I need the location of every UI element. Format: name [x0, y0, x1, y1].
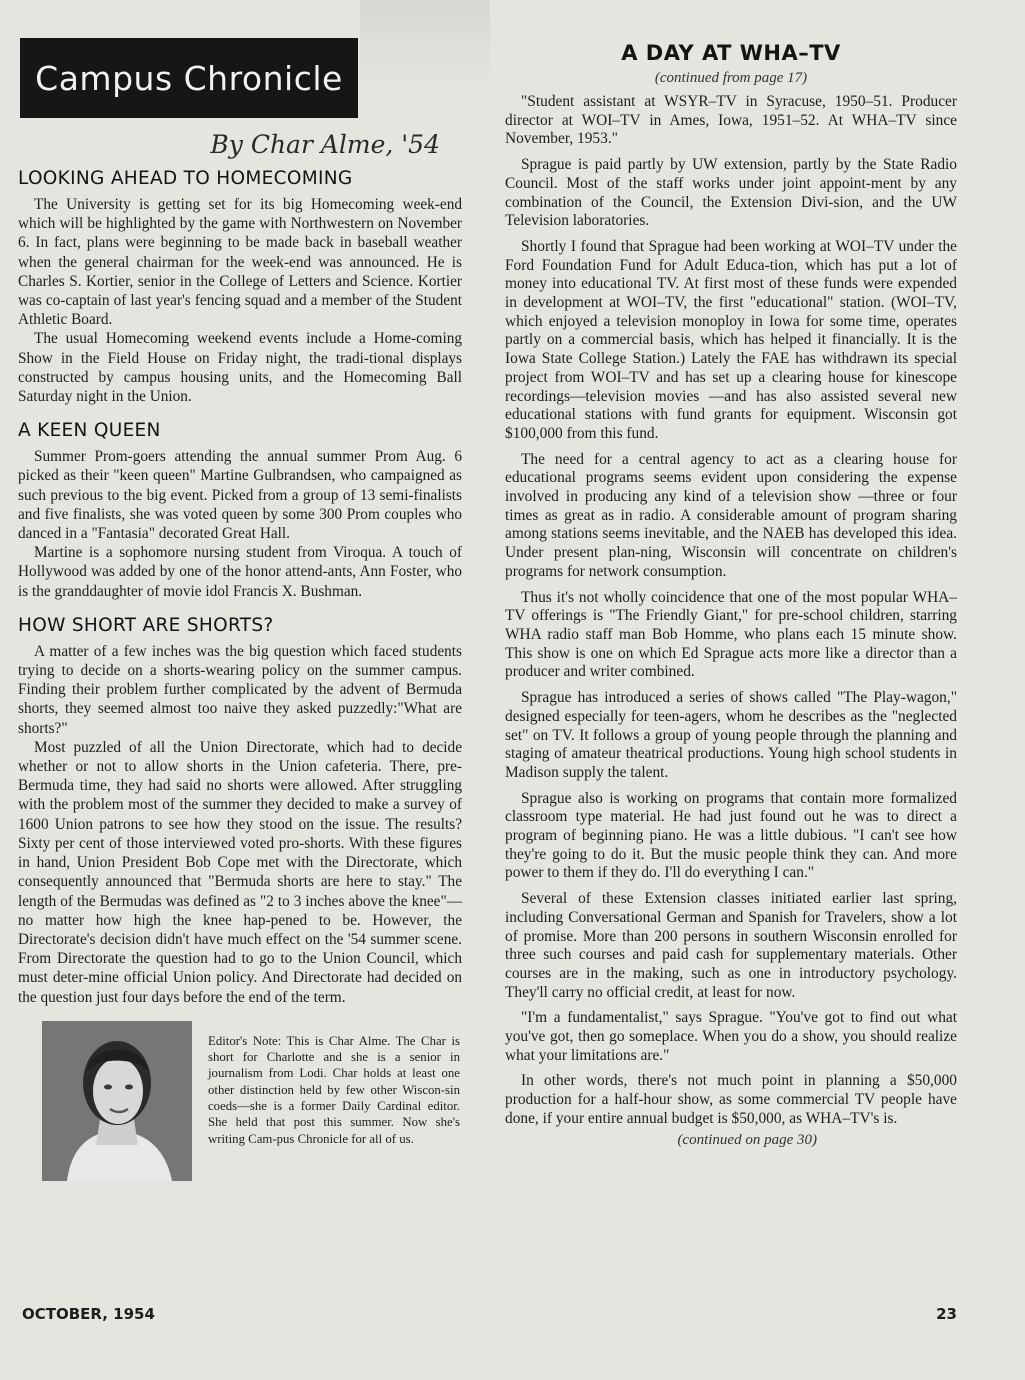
- issue-date: OCTOBER, 1954: [22, 1305, 155, 1323]
- paragraph: Several of these Extension classes initiated earlier last spring, including Conversational German and Spanish for Travelers, show a lot of promise. More than 200 persons in southern Wisconsin enrolled for three such courses and paid cash for supplementary materials. Other courses are in the making, such as one in introductory psychology. They'll carry no official credit, at least for now.: [505, 890, 957, 1001]
- paragraph: Sprague is paid partly by UW extension, partly by the State Radio Council. Most of the staff works under joint appoint-ment by any combination of the Council, the Extension Divi-sion, and the UW Television laboratories.: [505, 156, 957, 230]
- section-heading: LOOKING AHEAD TO HOMECOMING: [18, 168, 353, 189]
- section-homecoming: [18, 168, 462, 406]
- paragraph: The usual Homecoming weekend events include a Home-coming Show in the Field House on Friday night, the tradi-tional displays constructed by campus housing units, and the Homecoming Ball Saturday night in the Union.: [18, 330, 462, 406]
- continued-on: (continued on page 30): [677, 1131, 817, 1148]
- paragraph: Most puzzled of all the Union Directorate, which had to decide whether or not to allow shorts in the Union cafeteria. There, pre-Bermuda time, they had said no shorts were allowed. After struggling with the problem most of the summer they decided to make a survey of 1600 Union patrons to see how they stood on the issue. The results? Sixty per cent of those interviewed voted pro-shorts. With these figures in hand, Union President Bob Cope met with the Directorate, which consequently announced that "Bermuda shorts are here to stay." The length of the Bermudas was defined as "2 to 3 inches above the knee"—no matter how high the knee hap-pened to be. However, the Directorate's decision didn't have much effect on the '54 summer scene. From Directorate the question had to go to the Union Council, which must deter-mine official Union policy. And Directorate had decided on the question just four days before the end of the term.: [18, 738, 462, 1006]
- paragraph: Martine is a sophomore nursing student from Viroqua. A touch of Hollywood was added by one of the honor attend-ants, Ann Foster, who is the granddaughter of movie idol Francis X. Bushman.: [18, 544, 462, 600]
- right-column: [505, 40, 957, 1150]
- campus-chronicle-banner: Campus Chronicle: [20, 38, 358, 118]
- section-keen-queen: [18, 420, 462, 601]
- page-number: 23: [936, 1305, 957, 1323]
- editors-note: Editor's Note: This is Char Alme. The Char is short for Charlotte and she is a senior in journalism from Lodi. Char holds at least one other distinction held by few other Wiscon-sin coeds—she is a former Daily Cardinal editor. She held that post this summer. Now she's writing Cam-pus Chronicle for all of us.: [208, 1033, 460, 1146]
- section-heading: HOW SHORT ARE SHORTS?: [18, 614, 274, 636]
- byline: By Char Alme, '54: [210, 130, 440, 159]
- editors-note-block: [18, 1021, 462, 1191]
- paragraph: Shortly I found that Sprague had been working at WOI–TV under the Ford Foundation Fund for Adult Educa-tion, which has put a lot of money into educational TV. At first most of these funds were expended in development at WOI–TV, the first "educational" station. (WOI–TV, which enjoyed a television monoploy in Iowa for some time, operates partly on a commercial basis, which has helped it financially. It is the Iowa State College Station.) Lately the FAE has withdrawn its special project from WOI–TV and has set up a clearing house for kinescope recordings—television movies —and has also assisted several new educational stations with fund grants for equipment. Wisconsin got $100,000 from this fund.: [505, 237, 957, 442]
- portrait-image: [42, 1021, 192, 1181]
- paragraph: In other words, there's not much point in planning a $50,000 production for a half-hour show, as some commercial TV people have done, if your entire annual budget is $50,000, as WHA–TV's is.: [505, 1072, 957, 1127]
- paragraph: A matter of a few inches was the big question which faced students trying to decide on a shorts-wearing policy on the summer campus. Finding their problem further complicated by the advent of Bermuda shorts, they seemed almost too naive they asked puzzedly:"What are shorts?": [18, 642, 462, 737]
- paragraph: Sprague also is working on programs that contain more formalized classroom type material. He had just found out he was to direct a program of beginning piano. He was a little dubious. "I can't see how they're going to do it. But the music people think they can. And more power to them if they do. I'll do everything I can.": [505, 789, 957, 882]
- article-title: A DAY AT WHA–TV: [621, 41, 841, 65]
- paragraph: The need for a central agency to act as a clearing house for educational programs seems evident upon considering the expense involved in producing any kind of a television show —three or four times as great as in radio. A considerable amount of program sharing among stations seems inevitable, and the NAEB has developed this idea. Under present plan-ning, Wisconsin will concentrate on children's programs for network consumption.: [505, 450, 957, 580]
- section-heading: A KEEN QUEEN: [18, 420, 161, 442]
- section-shorts: [18, 615, 462, 1007]
- left-column: [18, 38, 462, 1191]
- paragraph: Summer Prom-goers attending the annual summer Prom Aug. 6 picked as their "keen queen" Martine Gulbrandsen, who campaigned as such previous to the big event. Picked from a group of 13 semi-finalists and five finalists, she was voted queen by some 300 Prom couples who danced in a "Fantasia" decorated Great Hall.: [18, 448, 462, 543]
- continued-from: (continued from page 17): [654, 70, 808, 86]
- paragraph: Sprague has introduced a series of shows called "The Play-wagon," designed especially for teen-agers, whom he describes as the "neglected set" on TV. It follows a group of young people through the planning and staging of amateur theatrical productions. Young high school students in Madison supply the talent.: [505, 689, 957, 781]
- author-photo: [42, 1021, 192, 1181]
- paragraph: Thus it's not wholly coincidence that one of the most popular WHA–TV offerings is "The Friendly Giant," for pre-school children, starring WHA radio staff man Bob Homme, who plans each 15 minute show. This show is one on which Ed Sprague acts more like a director than a producer and writer combined.: [505, 588, 957, 681]
- paragraph: The University is getting set for its big Homecoming week-end which will be highlighted by the game with Northwestern on November 6. In fact, plans were beginning to be made back in baseball weather when the general chairman for the week-end was announced. He is Charles S. Kortier, senior in the College of Letters and Science. Kortier was co-captain of last year's fencing squad and a member of the Student Athletic Board.: [18, 196, 462, 329]
- paragraph: "I'm a fundamentalist," says Sprague. "You've got to find out what you've got, then go someplace. When you do a show, you should realize what your limitations are.": [505, 1009, 957, 1064]
- paragraph: "Student assistant at WSYR–TV in Syracuse, 1950–51. Producer director at WOI–TV in Ames, Iowa, 1951–52. At WHA–TV since November, 1953.": [505, 93, 957, 148]
